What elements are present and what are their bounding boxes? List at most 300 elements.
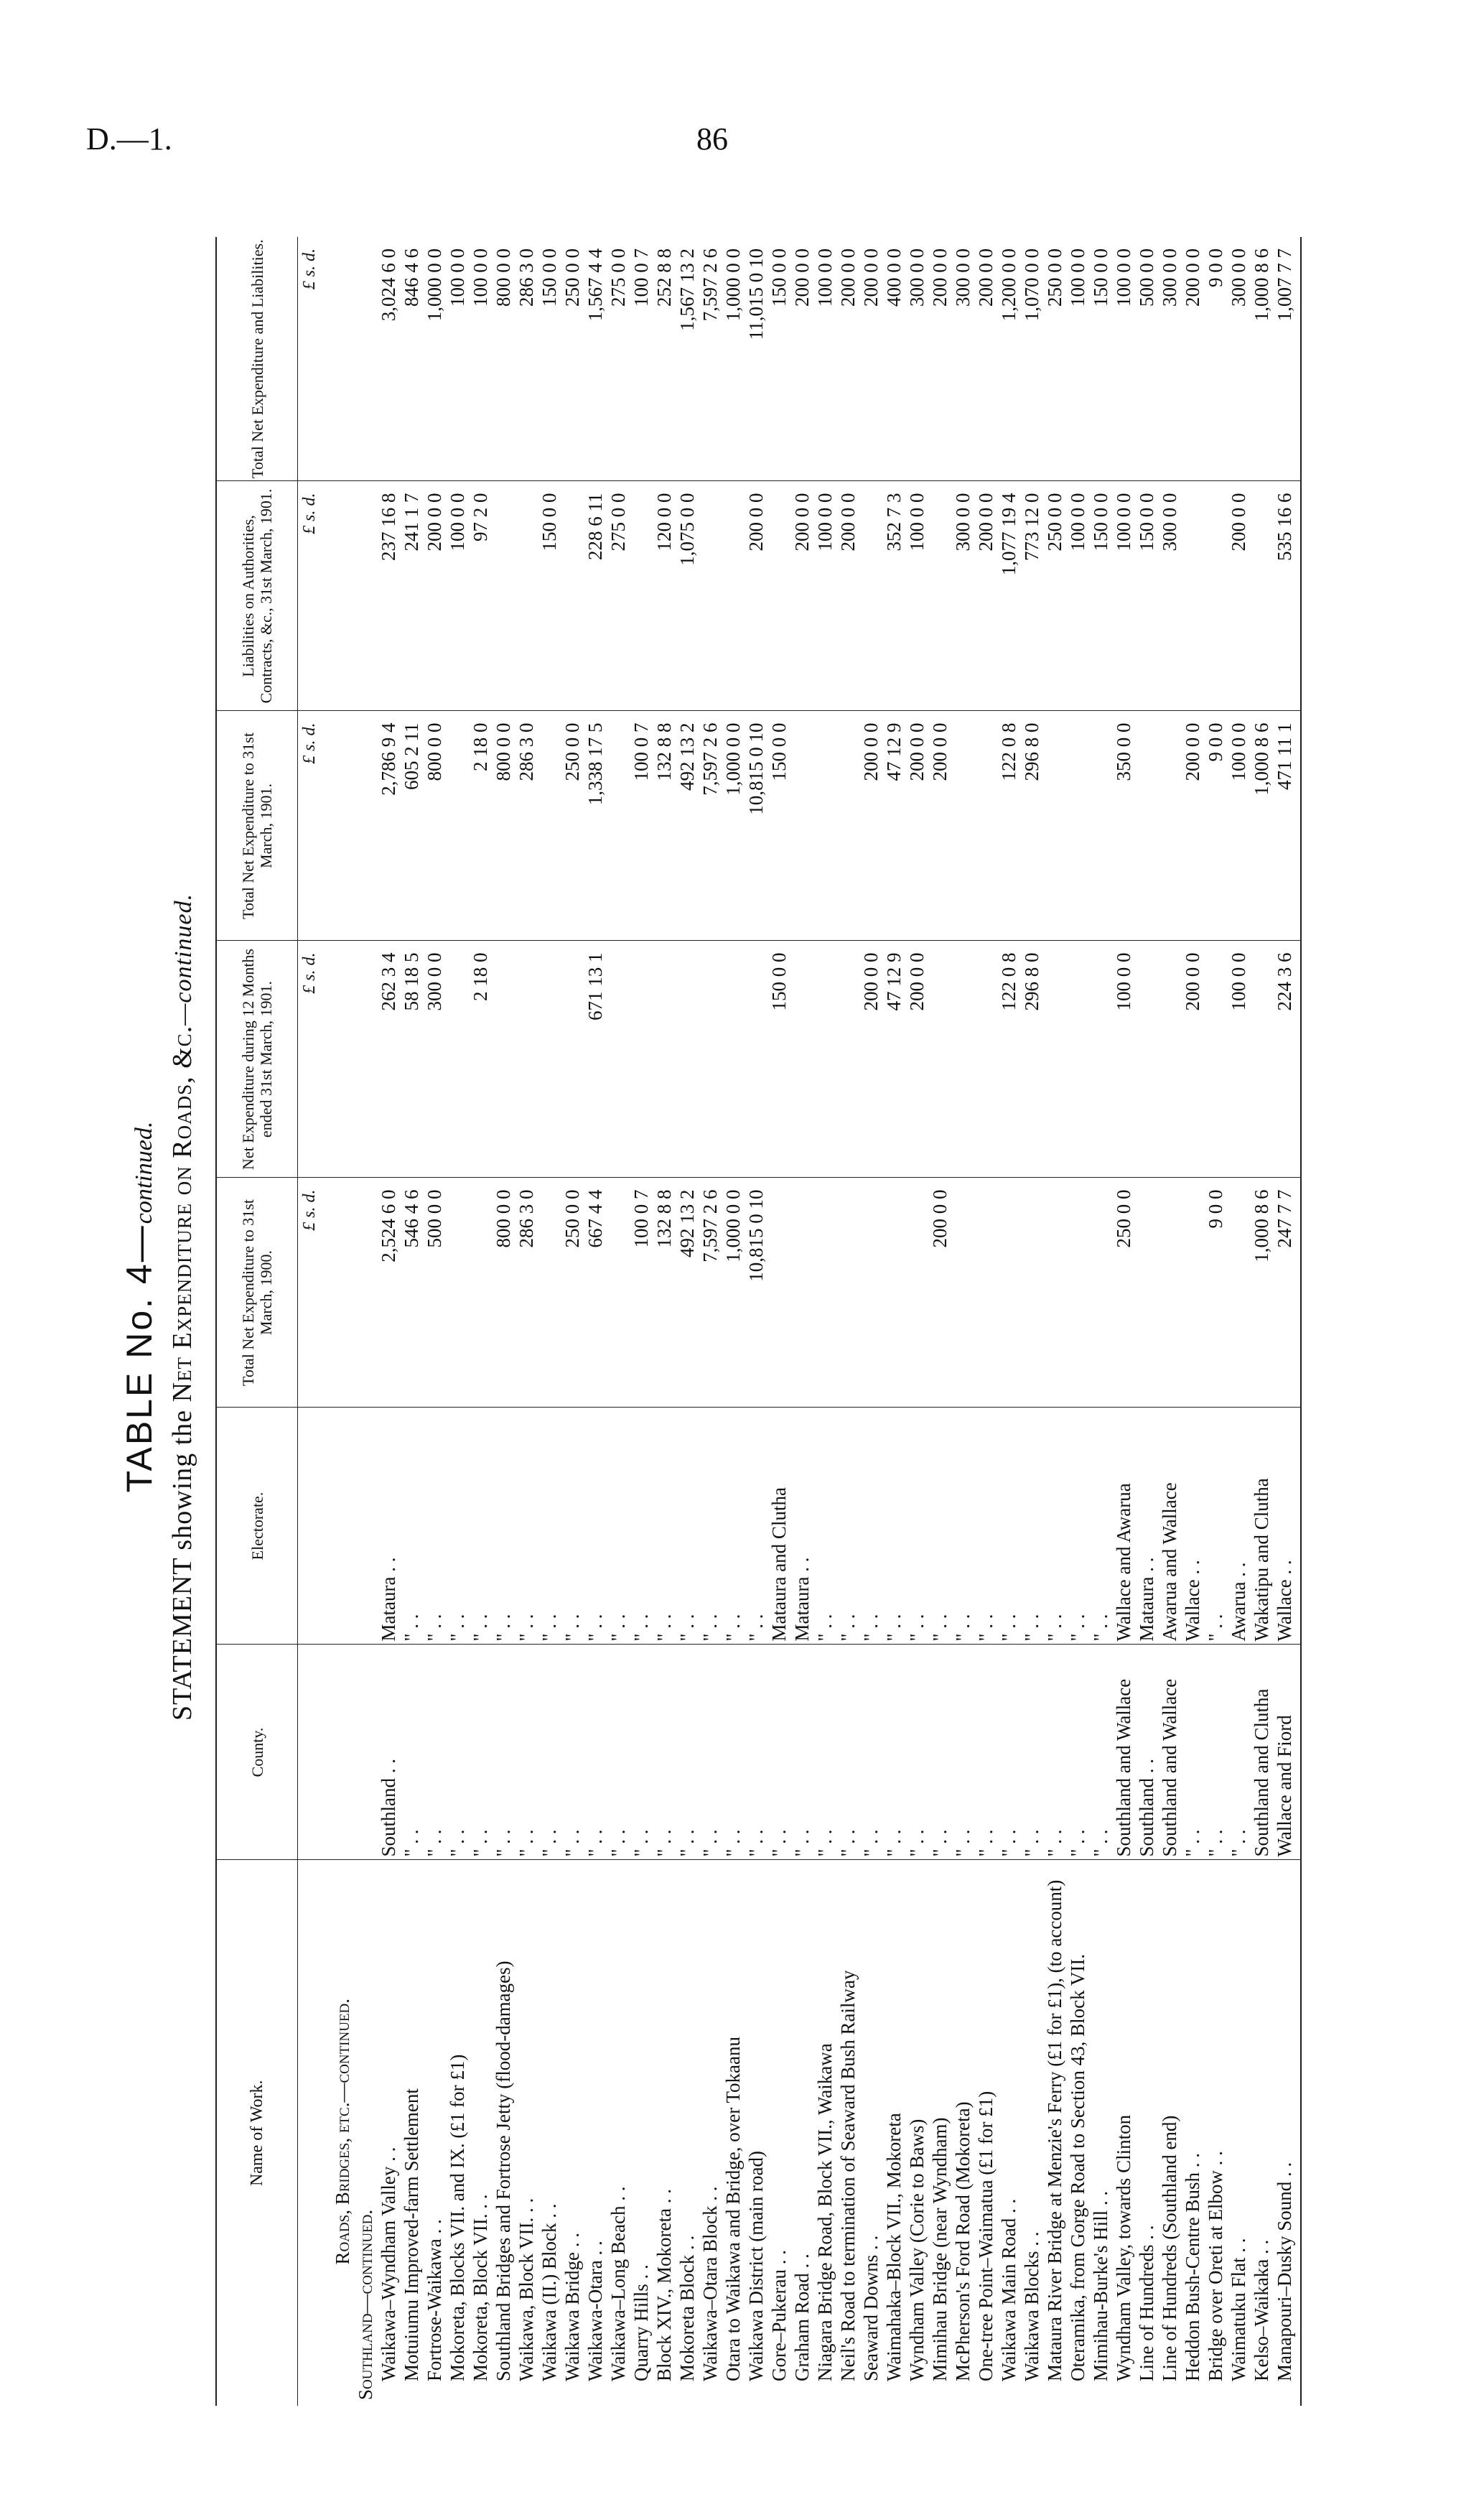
electorate-cell: " . . [859,1408,882,1645]
amount-cell [951,711,974,941]
work-name: Line of Hundreds . . [1136,2225,1157,2381]
table-row [790,237,813,2406]
amount-cell: 1,000 8 6 [1250,1178,1273,1408]
amount-cell: 200 0 0 [790,481,813,711]
electorate-cell: " . . [1204,1408,1227,1645]
amount-cell: 250 0 0 [561,711,584,941]
county-cell: " . . [1227,1645,1250,1860]
electorate-cell: " . . [400,1408,423,1645]
amount-cell [1089,711,1112,941]
amount-cell: 605 2 11 [400,711,423,941]
amount-cell [561,481,584,711]
amount-cell: 800 0 0 [423,711,446,941]
table-row [1089,237,1112,2406]
amount-cell [538,711,561,941]
amount-cell: 2 18 0 [469,711,492,941]
amount-cell [607,1178,630,1408]
county-cell: " . . [446,1645,469,1860]
work-name: Mimihau-Burke's Hill . . [1090,2190,1111,2381]
amount-cell: 200 0 0 [836,481,859,711]
electorate-cell: " . . [722,1408,745,1645]
amount-cell: 1,007 7 7 [1273,237,1301,481]
table-row [745,237,767,2406]
amount-cell: 471 11 1 [1273,711,1301,941]
amount-cell [515,941,538,1178]
table-row [722,237,745,2406]
table-row [561,237,584,2406]
electorate-cell: " . . [584,1408,607,1645]
table-row [676,237,699,2406]
amount-cell: 250 0 0 [561,1178,584,1408]
amount-cell [653,941,676,1178]
amount-cell: 262 3 4 [377,941,400,1178]
table-row [400,237,423,2406]
amount-cell [1043,1178,1066,1408]
county-cell: " . . [515,1645,538,1860]
subsection-heading: Southland—continued. [355,2209,376,2400]
amount-cell: 100 0 7 [630,1178,653,1408]
county-cell: Southland and Wallace [1158,1645,1181,1860]
amount-cell [928,481,951,711]
amount-cell: 200 0 0 [1181,711,1204,941]
electorate-cell: Mataura and Clutha [767,1408,790,1645]
amount-cell [1158,941,1181,1178]
amount-cell: 200 0 0 [745,481,767,711]
amount-cell [630,481,653,711]
amount-cell: 224 3 6 [1273,941,1301,1178]
amount-cell: 100 0 0 [813,237,836,481]
table-row [653,237,676,2406]
amount-cell [676,941,699,1178]
col-total-to-1900: Total Net Expenditure to 31st March, 1900. [216,1178,298,1408]
units-row [298,237,322,2406]
subsection-heading-row [354,237,377,2406]
table-row [584,237,607,2406]
amount-cell [1204,941,1227,1178]
county-cell: " . . [836,1645,859,1860]
amount-cell: 252 8 8 [653,237,676,481]
amount-cell [790,1178,813,1408]
amount-cell [974,1178,997,1408]
amount-cell: 500 0 0 [423,1178,446,1408]
document-reference: D.—1. [86,121,172,157]
unit-label: £ s. d. [298,237,322,481]
amount-cell: 200 0 0 [928,237,951,481]
amount-cell: 1,077 19 4 [997,481,1020,711]
amount-cell [928,941,951,1178]
electorate-cell: " . . [882,1408,905,1645]
amount-cell: 150 0 0 [538,237,561,481]
amount-cell: 1,338 17 5 [584,711,607,941]
electorate-cell: " . . [699,1408,722,1645]
amount-cell: 800 0 0 [492,1178,515,1408]
amount-cell: 132 8 8 [653,1178,676,1408]
amount-cell: 122 0 8 [997,941,1020,1178]
amount-cell: 10,815 0 10 [745,1178,767,1408]
table-row [538,237,561,2406]
amount-cell [813,711,836,941]
county-cell: " . . [630,1645,653,1860]
amount-cell [561,941,584,1178]
amount-cell: 1,200 0 0 [997,237,1020,481]
work-name: Mimihau Bridge (near Wyndham) [929,2117,951,2381]
electorate-cell: " . . [423,1408,446,1645]
amount-cell [905,1178,928,1408]
county-cell: Southland . . [1135,1645,1158,1860]
amount-cell [836,1178,859,1408]
amount-cell: 228 6 11 [584,481,607,711]
amount-cell: 1,000 0 0 [722,1178,745,1408]
amount-cell [722,481,745,711]
table-row [951,237,974,2406]
amount-cell [469,1178,492,1408]
amount-cell: 492 13 2 [676,1178,699,1408]
work-name: One-tree Point–Waimatua (£1 for £1) [975,2091,997,2381]
amount-cell [836,941,859,1178]
electorate-cell: Wakatipu and Clutha [1250,1408,1273,1645]
electorate-cell: " . . [469,1408,492,1645]
amount-cell: 200 0 0 [859,711,882,941]
county-cell: " . . [1066,1645,1089,1860]
amount-cell: 100 0 0 [1066,481,1089,711]
amount-cell [745,941,767,1178]
amount-cell [446,941,469,1178]
amount-cell: 250 0 0 [1112,1178,1135,1408]
amount-cell [1043,711,1066,941]
amount-cell [630,941,653,1178]
amount-cell: 100 0 0 [1227,941,1250,1178]
header-row [216,237,298,2406]
amount-cell: 200 0 0 [928,711,951,941]
amount-cell: 300 0 0 [951,237,974,481]
work-name: Mokoreta, Blocks VII. and IX. (£1 for £1) [447,2054,468,2381]
amount-cell: 200 0 0 [974,237,997,481]
county-cell: " . . [1204,1645,1227,1860]
amount-cell: 1,567 13 2 [676,237,699,481]
amount-cell: 150 0 0 [1135,481,1158,711]
amount-cell [882,1178,905,1408]
amount-cell [446,711,469,941]
unit-label: £ s. d. [298,941,322,1178]
electorate-cell: " . . [905,1408,928,1645]
electorate-cell: Wallace . . [1273,1408,1301,1645]
county-cell: Southland and Wallace [1112,1645,1135,1860]
table-row [1112,237,1135,2406]
amount-cell [836,711,859,941]
work-name: Waikawa Blocks . . [1021,2231,1042,2381]
col-county: County. [216,1645,298,1860]
amount-cell [1227,1178,1250,1408]
amount-cell [1135,1178,1158,1408]
work-name: Graham Road . . [791,2254,813,2381]
amount-cell [1181,481,1204,711]
amount-cell [1043,941,1066,1178]
amount-cell: 200 0 0 [928,1178,951,1408]
unit-label: £ s. d. [298,1178,322,1408]
rotated-table-page [108,208,1357,2406]
amount-cell: 100 0 0 [1227,711,1250,941]
amount-cell: 200 0 0 [905,941,928,1178]
amount-cell: 150 0 0 [538,481,561,711]
amount-cell: 100 0 7 [630,237,653,481]
electorate-cell: Mataura . . [790,1408,813,1645]
amount-cell: 7,597 2 6 [699,237,722,481]
county-cell: " . . [745,1645,767,1860]
amount-cell: 247 7 7 [1273,1178,1301,1408]
table-row [377,237,400,2406]
table-title-main: TABLE No. 4— [119,1224,159,1493]
county-cell: " . . [1089,1645,1112,1860]
amount-cell: 296 8 0 [1020,711,1043,941]
amount-cell: 132 8 8 [653,711,676,941]
amount-cell: 400 0 0 [882,237,905,481]
unit-label: £ s. d. [298,711,322,941]
col-total-to-1901: Total Net Expenditure to 31st March, 1901. [216,711,298,941]
amount-cell: 2 18 0 [469,941,492,1178]
county-cell: " . . [928,1645,951,1860]
amount-cell: 2,524 6 0 [377,1178,400,1408]
amount-cell: 150 0 0 [767,711,790,941]
amount-cell: 150 0 0 [767,237,790,481]
amount-cell [813,941,836,1178]
county-cell: " . . [1181,1645,1204,1860]
electorate-cell: " . . [1066,1408,1089,1645]
electorate-cell: Wallace . . [1181,1408,1204,1645]
work-name: McPherson's Ford Road (Mokoreta) [952,2101,974,2381]
amount-cell: 535 16 6 [1273,481,1301,711]
county-cell: Southland and Clutha [1250,1645,1273,1860]
amount-cell [607,711,630,941]
amount-cell: 275 0 0 [607,481,630,711]
electorate-cell: Awarua and Wallace [1158,1408,1181,1645]
table-subtitle [167,208,198,2406]
county-cell: " . . [653,1645,676,1860]
table-row [882,237,905,2406]
amount-cell: 150 0 0 [1089,481,1112,711]
electorate-cell: Awarua . . [1227,1408,1250,1645]
electorate-cell: " . . [561,1408,584,1645]
work-name: Waikawa–Long Beach . . [607,2186,629,2381]
amount-cell: 352 7 3 [882,481,905,711]
amount-cell: 150 0 0 [1089,237,1112,481]
subtitle-prefix: STATEMENT showing the [167,1402,197,1721]
amount-cell: 100 0 0 [446,237,469,481]
amount-cell: 200 0 0 [859,941,882,1178]
work-name: Seaward Downs . . [860,2235,882,2381]
county-cell: " . . [813,1645,836,1860]
amount-cell: 300 0 0 [423,941,446,1178]
table-row [1158,237,1181,2406]
work-name: Manapouri–Dusky Sound . . [1273,1860,1301,2406]
page-number: 86 [696,121,728,157]
electorate-cell: " . . [1089,1408,1112,1645]
county-cell: " . . [561,1645,584,1860]
table-row [974,237,997,2406]
col-during-12-months: Net Expenditure during 12 Months ended 31st March, 1901. [216,941,298,1178]
electorate-cell: " . . [997,1408,1020,1645]
amount-cell: 1,567 4 4 [584,237,607,481]
work-name: Bridge over Oreti at Elbow . . [1205,2151,1226,2381]
county-cell: " . . [882,1645,905,1860]
col-electorate: Electorate. [216,1408,298,1645]
subtitle-suffix: —continued. [170,893,197,1026]
amount-cell: 286 3 0 [515,711,538,941]
county-cell: " . . [722,1645,745,1860]
work-name: Quarry Hills . . [630,2264,652,2381]
amount-cell: 300 0 0 [1158,481,1181,711]
amount-cell: 1,000 0 0 [722,237,745,481]
amount-cell [538,1178,561,1408]
table-row [607,237,630,2406]
amount-cell: 9 0 0 [1204,711,1227,941]
table-row [699,237,722,2406]
electorate-cell: Mataura . . [377,1408,400,1645]
work-name: Gore–Pukerau . . [768,2250,790,2381]
county-cell: " . . [974,1645,997,1860]
amount-cell [1250,941,1273,1178]
county-cell: " . . [676,1645,699,1860]
electorate-cell: Wallace and Awarua [1112,1408,1135,1645]
amount-cell: 1,000 8 6 [1250,237,1273,481]
work-name: Kelso–Waikaka . . [1251,2239,1272,2381]
amount-cell: 58 18 5 [400,941,423,1178]
amount-cell: 100 0 0 [905,481,928,711]
electorate-cell: " . . [607,1408,630,1645]
amount-cell [1066,1178,1089,1408]
amount-cell [790,711,813,941]
work-name: Waikawa District (main road) [745,2151,767,2381]
table-row [767,237,790,2406]
amount-cell: 11,015 0 10 [745,237,767,481]
county-cell: " . . [584,1645,607,1860]
amount-cell [974,711,997,941]
amount-cell [1089,941,1112,1178]
amount-cell: 200 0 0 [790,237,813,481]
county-cell: Southland . . [377,1645,400,1860]
county-cell: " . . [767,1645,790,1860]
amount-cell [997,1178,1020,1408]
electorate-cell: " . . [538,1408,561,1645]
amount-cell: 1,000 0 0 [423,237,446,481]
amount-cell: 100 0 0 [1112,237,1135,481]
amount-cell: 546 4 6 [400,1178,423,1408]
table-title-suffix: continued. [131,1121,157,1224]
amount-cell [1250,481,1273,711]
table-row [1135,237,1158,2406]
amount-cell: 1,070 0 0 [1020,237,1043,481]
county-cell: " . . [1043,1645,1066,1860]
amount-cell: 300 0 0 [1227,237,1250,481]
work-name: Niagara Bridge Road, Block VII., Waikawa [814,2043,836,2381]
work-name: Neil's Road to termination of Seaward Bush Railway [837,1970,859,2381]
amount-cell [1204,481,1227,711]
amount-cell [492,941,515,1178]
amount-cell: 7,597 2 6 [699,1178,722,1408]
table-row [1020,237,1043,2406]
work-name: Wyndham Valley, towards Clinton [1113,2114,1134,2381]
amount-cell: 800 0 0 [492,237,515,481]
amount-cell: 7,597 2 6 [699,711,722,941]
amount-cell: 250 0 0 [1043,481,1066,711]
table-row [1227,237,1250,2406]
amount-cell [813,1178,836,1408]
work-name: Mokoreta Block . . [676,2235,698,2381]
work-name: Mokoreta, Block VII. . . [470,2194,491,2381]
amount-cell: 350 0 0 [1112,711,1135,941]
amount-cell [607,941,630,1178]
electorate-cell: " . . [515,1408,538,1645]
amount-cell: 47 12 9 [882,711,905,941]
amount-cell: 300 0 0 [951,481,974,711]
amount-cell: 492 13 2 [676,711,699,941]
electorate-cell: " . . [928,1408,951,1645]
work-name: Wyndham Valley (Corie to Baws) [906,2119,928,2381]
unit-label: £ s. d. [298,481,322,711]
amount-cell [515,481,538,711]
amount-cell: 9 0 0 [1204,1178,1227,1408]
amount-cell: 100 0 0 [469,237,492,481]
county-cell: " . . [699,1645,722,1860]
county-cell: Wallace and Fiord [1273,1645,1301,1860]
table-row [515,237,538,2406]
amount-cell [699,481,722,711]
county-cell: " . . [790,1645,813,1860]
work-name: Waikawa–Wyndham Valley . . [378,2147,399,2381]
amount-cell [1135,711,1158,941]
county-cell: " . . [469,1645,492,1860]
work-name: Line of Hundreds (Southland end) [1159,2115,1180,2381]
work-name: Waimahaka–Block VII., Mokoreta [883,2113,905,2381]
work-name: Motuiumu Improved-farm Settlement [401,2088,422,2381]
county-cell: " . . [538,1645,561,1860]
electorate-cell: " . . [813,1408,836,1645]
amount-cell [951,941,974,1178]
table-row [423,237,446,2406]
amount-cell: 286 3 0 [515,237,538,481]
amount-cell [951,1178,974,1408]
amount-cell [1135,941,1158,1178]
amount-cell: 100 0 0 [446,481,469,711]
amount-cell [859,1178,882,1408]
amount-cell [767,481,790,711]
electorate-cell: Mataura . . [1135,1408,1158,1645]
amount-cell: 500 0 0 [1135,237,1158,481]
amount-cell: 2,786 9 4 [377,711,400,941]
amount-cell [1181,1178,1204,1408]
section-heading-row [321,237,354,2406]
amount-cell [699,941,722,1178]
electorate-cell: " . . [951,1408,974,1645]
table-row [1273,237,1301,2406]
table-row [997,237,1020,2406]
amount-cell: 200 0 0 [1181,941,1204,1178]
electorate-cell: " . . [492,1408,515,1645]
amount-cell: 10,815 0 10 [745,711,767,941]
amount-cell: 773 12 0 [1020,481,1043,711]
work-name: Waikawa Main Road . . [998,2198,1019,2381]
col-total-with-liabilities: Total Net Expenditure and Liabilities. [216,237,298,481]
table-row [836,237,859,2406]
amount-cell [1020,1178,1043,1408]
amount-cell [859,481,882,711]
county-cell: " . . [492,1645,515,1860]
work-name: Heddon Bush-Centre Bush . . [1182,2153,1203,2381]
amount-cell: 200 0 0 [1181,237,1204,481]
work-name: Block XIV., Mokoreta . . [653,2189,675,2381]
table-row [928,237,951,2406]
amount-cell: 667 4 4 [584,1178,607,1408]
table-row [492,237,515,2406]
